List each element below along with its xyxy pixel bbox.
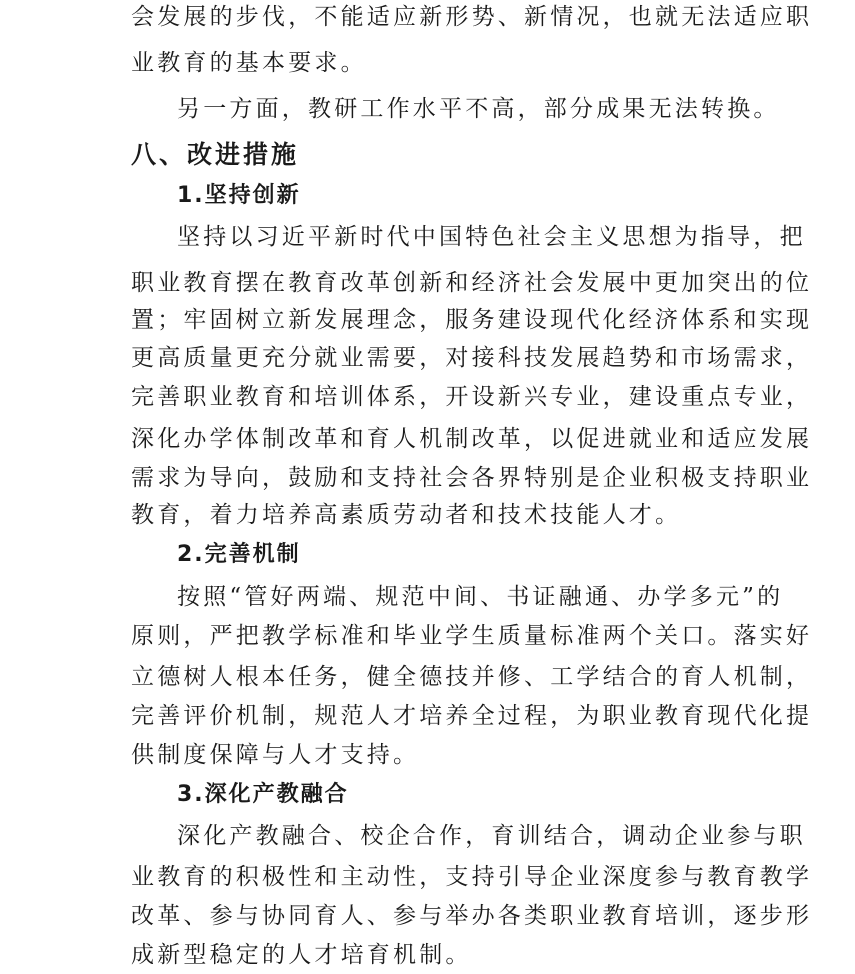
body-text-line: 完善评价机制，规范人才培养全过程，为职业教育现代化提	[131, 703, 813, 729]
body-text-line: 职业教育摆在教育改革创新和经济社会发展中更加突出的位	[131, 270, 813, 296]
body-text-line: 按照“管好两端、规范中间、书证融通、办学多元”的	[177, 584, 784, 610]
body-text-line: 立德树人根本任务，健全德技并修、工学结合的育人机制，	[131, 664, 813, 690]
body-text-line: 深化产教融合、校企合作，育训结合，调动企业参与职	[177, 823, 806, 849]
body-text-line: 原则，严把教学标准和毕业学生质量标准两个关口。落实好	[131, 623, 813, 649]
body-text-line: 改革、参与协同育人、参与举办各类职业教育培训，逐步形	[131, 903, 813, 929]
body-text-line: 教育，着力培养高素质劳动者和技术技能人才。	[131, 502, 682, 528]
body-text-line: 另一方面，教研工作水平不高，部分成果无法转换。	[177, 96, 780, 122]
subsection-heading: 1.坚持创新	[177, 183, 301, 208]
body-text-line: 会发展的步伐，不能适应新形势、新情况，也就无法适应职	[131, 4, 813, 30]
subsection-heading: 2.完善机制	[177, 542, 301, 567]
body-text-line: 需求为导向，鼓励和支持社会各界特别是企业积极支持职业	[131, 465, 813, 491]
subsection-heading: 3.深化产教融合	[177, 782, 349, 807]
body-text-line: 业教育的积极性和主动性，支持引导企业深度参与教育教学	[131, 864, 813, 890]
body-text-line: 深化办学体制改革和育人机制改革，以促进就业和适应发展	[131, 426, 813, 452]
body-text-line: 成新型稳定的人才培育机制。	[131, 942, 472, 968]
body-text-line: 完善职业教育和培训体系，开设新兴专业，建设重点专业，	[131, 384, 813, 410]
body-text-line: 供制度保障与人才支持。	[131, 742, 420, 768]
body-text-line: 坚持以习近平新时代中国特色社会主义思想为指导，把	[177, 224, 806, 250]
body-text-line: 更高质量更充分就业需要，对接科技发展趋势和市场需求，	[131, 345, 813, 371]
section-heading: 八、改进措施	[131, 140, 300, 169]
body-text-line: 置；牢固树立新发展理念，服务建设现代化经济体系和实现	[131, 307, 813, 333]
body-text-line: 业教育的基本要求。	[131, 50, 367, 76]
